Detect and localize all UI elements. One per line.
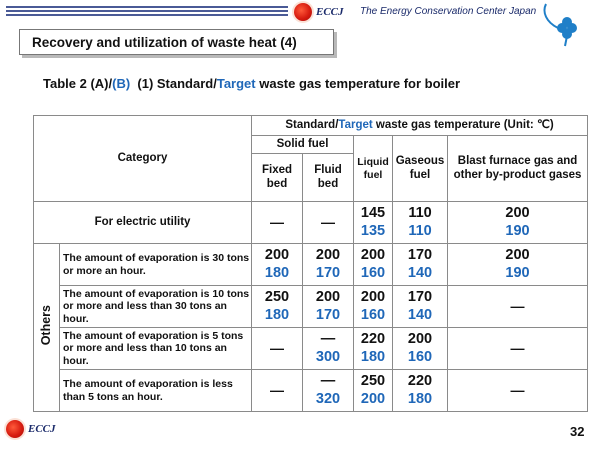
- fluid-bed-header: Fluid bed: [303, 154, 354, 202]
- logo-text: ECCJ: [28, 423, 56, 435]
- others-label-cell: [34, 244, 60, 412]
- liquid-fuel-header: Liquid fuel: [354, 136, 393, 202]
- others-label: Others: [39, 305, 54, 346]
- gaseous-cell: 220 180: [393, 370, 448, 412]
- row-label: The amount of evaporation is less than 5 tons an hour.: [60, 370, 252, 412]
- blast-cell: —: [448, 370, 588, 412]
- fluid-bed-cell: — 320: [303, 370, 354, 412]
- slide-title: Recovery and utilization of waste heat (4): [19, 29, 334, 55]
- fluid-bed-cell: — 300: [303, 328, 354, 370]
- standard-value: 110: [408, 204, 432, 221]
- standard-value: 200: [505, 204, 530, 221]
- header-row: [34, 116, 588, 136]
- liquid-cell: 220 180: [354, 328, 393, 370]
- target-value: 135: [360, 222, 386, 239]
- liquid-cell: [354, 202, 393, 244]
- blast-furnace-header: Blast furnace gas and other by-product gases: [448, 136, 588, 202]
- fixed-bed-cell: 200 180: [252, 244, 303, 286]
- table-row: [34, 286, 588, 328]
- sun-logo-icon: [294, 3, 312, 21]
- clover-icon: [540, 0, 590, 48]
- liquid-cell: 200 160: [354, 286, 393, 328]
- sun-logo-icon: [6, 420, 24, 438]
- blast-cell: 200 190: [448, 244, 588, 286]
- fixed-bed-cell: —: [252, 202, 303, 244]
- fixed-bed-cell: —: [252, 370, 303, 412]
- row-label: The amount of evaporation is 10 tons or more and less than 30 tons an hour.: [60, 286, 252, 328]
- header-rule: [6, 6, 288, 22]
- table-row: [34, 202, 588, 244]
- footer-logo: [6, 420, 56, 438]
- gaseous-fuel-header: Gaseous fuel: [393, 136, 448, 202]
- gaseous-cell: [393, 202, 448, 244]
- gaseous-cell: 200 160: [393, 328, 448, 370]
- fixed-bed-header: Fixed bed: [252, 154, 303, 202]
- gaseous-cell: 170 140: [393, 244, 448, 286]
- category-header: Category: [34, 116, 252, 202]
- blast-cell: [448, 202, 588, 244]
- waste-gas-table: [33, 115, 588, 412]
- table-row: [34, 244, 588, 286]
- fluid-bed-cell: 200 170: [303, 286, 354, 328]
- fixed-bed-cell: —: [252, 328, 303, 370]
- fluid-bed-cell: 200 170: [303, 244, 354, 286]
- liquid-cell: 250 200: [354, 370, 393, 412]
- standard-value: 145: [360, 204, 386, 221]
- fluid-bed-cell: —: [303, 202, 354, 244]
- target-value: 110: [408, 222, 432, 239]
- table-title: Table 2 (A)/(B) (1) Standard/Target waste gas temperature for boiler: [43, 76, 461, 91]
- row-label: The amount of evaporation is 5 tons or more and less than 10 tons an hour.: [60, 328, 252, 370]
- target-value: 190: [505, 222, 530, 239]
- row-label: For electric utility: [34, 202, 252, 244]
- solid-fuel-header: Solid fuel: [252, 136, 354, 154]
- page-number: 32: [570, 424, 585, 439]
- table-row: [34, 328, 588, 370]
- blast-cell: —: [448, 328, 588, 370]
- group-header: Standard/Target waste gas temperature (Unit: ℃): [252, 116, 588, 136]
- table-row: [34, 370, 588, 412]
- gaseous-cell: 170 140: [393, 286, 448, 328]
- liquid-cell: 200 160: [354, 244, 393, 286]
- eccj-logo: [294, 3, 344, 21]
- logo-text: ECCJ: [316, 6, 344, 18]
- blast-cell: —: [448, 286, 588, 328]
- organization-name: The Energy Conservation Center Japan: [360, 6, 537, 17]
- row-label: The amount of evaporation is 30 tons or more an hour.: [60, 244, 252, 286]
- fixed-bed-cell: 250 180: [252, 286, 303, 328]
